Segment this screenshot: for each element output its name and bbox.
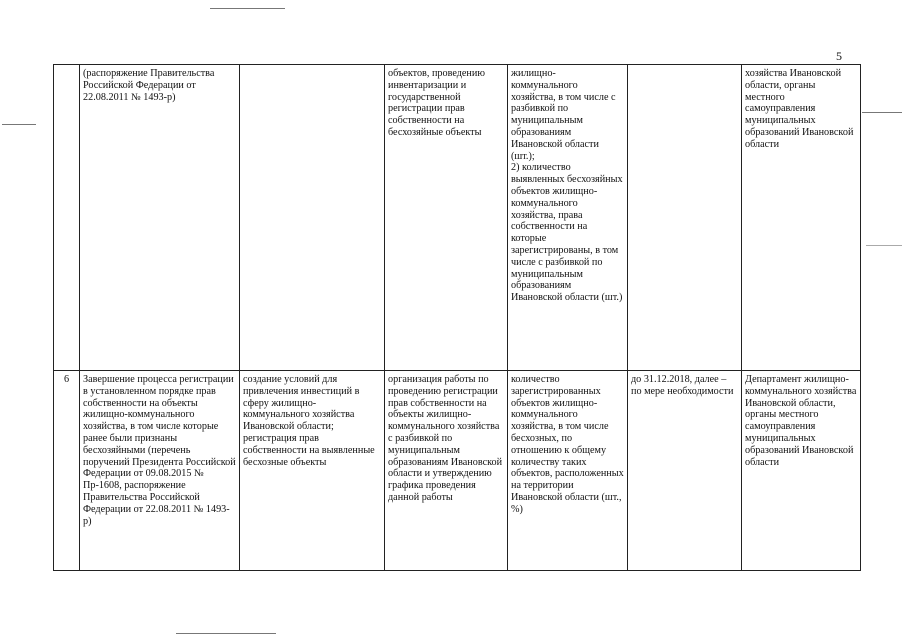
- page-number: 5: [836, 49, 842, 63]
- scan-artifact-right: [862, 112, 902, 113]
- measure-name-cell: (распоряжение Правительства Российской Федерации от 22.08.2011 № 1493-р): [80, 65, 240, 371]
- responsible-cell: Департамент жилищно-коммунального хозяйства Ивановской области, органы местного самоуправления муниципальных образований Ивановской области: [742, 371, 861, 571]
- scan-artifact-left: [2, 124, 36, 125]
- deadline-cell: до 31.12.2018, далее – по мере необходимости: [628, 371, 742, 571]
- table-row: [54, 65, 861, 371]
- responsible-cell: хозяйства Ивановской области, органы местного самоуправления муниципальных образований Ивановской области: [742, 65, 861, 371]
- document-table: [53, 64, 861, 571]
- scan-artifact-right-lower: [866, 245, 902, 246]
- content-cell: объектов, проведению инвентаризации и государственной регистрации прав собственности на бесхозяйные объекты: [385, 65, 508, 371]
- content-cell: организация работы по проведению регистрации прав собственности на объекты жилищно-коммунального хозяйства с разбивкой по муниципальным образованиям Ивановской области и утверждению графика проведения данной работы: [385, 371, 508, 571]
- scan-artifact-top: [210, 8, 285, 9]
- indicator-cell: жилищно- коммунального хозяйства, в том числе с разбивкой по муниципальным образованиям Ивановской области (шт.); 2) количество выявленных бесхозяйных объектов жилищно- коммунального хозяйства, права собственности на которые зарегистрированы, в том числе с разбивкой по муниципальным образованиям Ивановской области (шт.): [508, 65, 628, 371]
- deadline-cell: [628, 65, 742, 371]
- objective-cell: создание условий для привлечения инвестиций в сферу жилищно-коммунального хозяйства Ивановской области; регистрация прав собственности на выявленные бесхозные объекты: [240, 371, 385, 571]
- measure-name-cell: Завершение процесса регистрации в установленном порядке прав собственности на объекты жилищно-коммунального хозяйства, в том числе которые ранее были признаны бесхозяйными (перечень поручений Президента Российской Федерации от 09.08.2015 № Пр-1608, распоряжение Правительства Российской Федерации от 22.08.2011 № 1493-р): [80, 371, 240, 571]
- row-number-cell: [54, 65, 80, 371]
- objective-cell: [240, 65, 385, 371]
- table-row: [54, 371, 861, 571]
- indicator-cell: количество зарегистрированных объектов жилищно-коммунального хозяйства, в том числе бесхозных, по отношению к общему количеству таких объектов, расположенных на территории Ивановской области (шт., %): [508, 371, 628, 571]
- scan-artifact-bottom: [176, 633, 276, 634]
- row-number-cell: 6: [54, 371, 80, 571]
